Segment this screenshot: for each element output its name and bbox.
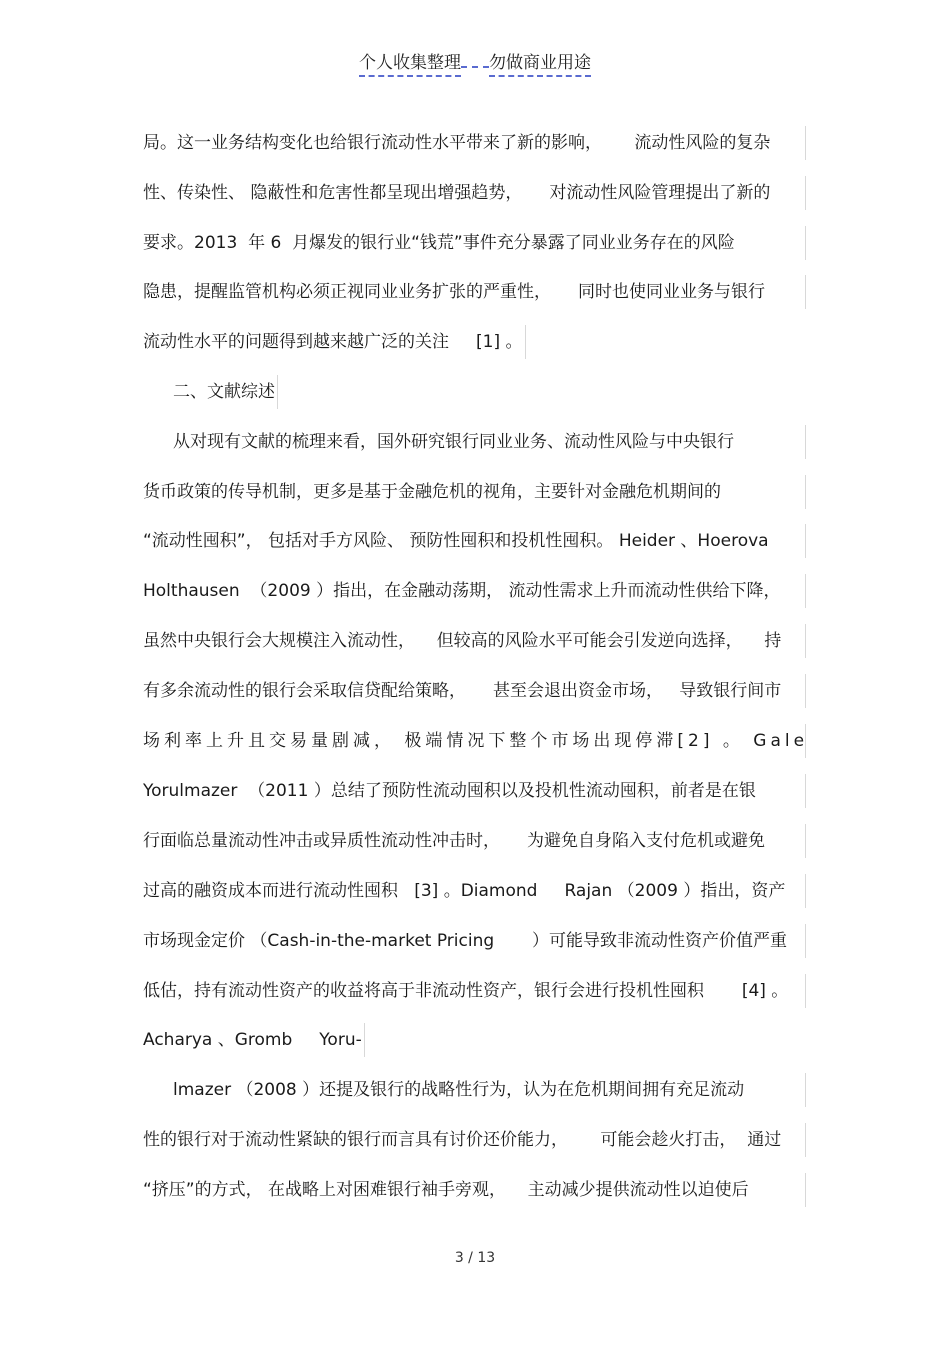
text-line: “挤压”的方式， 在战略上对困难银行袖手旁观， 主动减少提供流动性以迫使后 — [143, 1173, 806, 1207]
section-heading: 二、文献综述 — [143, 375, 278, 409]
text-line: 行面临总量流动性冲击或异质性流动性冲击时， 为避免自身陷入支付危机或避免 — [143, 824, 806, 858]
page-number: 3 / 13 — [454, 1250, 496, 1266]
text-line: 局。这一业务结构变化也给银行流动性水平带来了新的影响， 流动性风险的复杂 — [143, 126, 806, 160]
header-right-text: 勿做商业用途 — [489, 53, 591, 77]
text-line: Yorulmazer （2011 ）总结了预防性流动囤积以及投机性流动囤积，前者是在银 — [143, 774, 806, 808]
text-line: Holthausen （2009 ）指出，在金融动荡期， 流动性需求上升而流动性供给下降， — [143, 574, 806, 608]
text-line: 性、传染性、 隐蔽性和危害性都呈现出增强趋势， 对流动性风险管理提出了新的 — [143, 176, 806, 210]
page-header — [0, 48, 950, 73]
header-left-text: 个人收集整理 — [359, 53, 461, 77]
text-line: 货币政策的传导机制，更多是基于金融危机的视角，主要针对金融危机期间的 — [143, 475, 806, 509]
text-line: 从对现有文献的梳理来看，国外研究银行同业业务、流动性风险与中央银行 — [143, 425, 806, 459]
header-gap — [461, 64, 489, 68]
text-line: 过高的融资成本而进行流动性囤积 [3] 。Diamond Rajan （2009 ）指出，资产 — [143, 874, 806, 908]
text-line: Acharya 、Gromb Yoru- — [143, 1023, 365, 1057]
text-line: 性的银行对于流动性紧缺的银行而言具有讨价还价能力， 可能会趁火打击， 通过 — [143, 1123, 806, 1157]
text-line: 要求。2013 年 6 月爆发的银行业“钱荒”事件充分暴露了同业业务存在的风险 — [143, 226, 806, 260]
text-line: 低估，持有流动性资产的收益将高于非流动性资产，银行会进行投机性囤积 [4] 。 — [143, 974, 806, 1008]
text-line: 虽然中央银行会大规模注入流动性， 但较高的风险水平可能会引发逆向选择， 持 — [143, 624, 806, 658]
text-line: 市场现金定价 （Cash-in-the-market Pricing ）可能导致非流动性资产价值严重 — [143, 924, 806, 958]
text-line: lmazer （2008 ）还提及银行的战略性行为，认为在危机期间拥有充足流动 — [143, 1073, 806, 1107]
text-line: 流动性水平的问题得到越来越广泛的关注 [1] 。 — [143, 325, 526, 359]
text-line: 有多余流动性的银行会采取信贷配给策略， 甚至会退出资金市场， 导致银行间市 — [143, 674, 806, 708]
text-line-content: 场利率上升且交易量剧减， 极端情况下整个市场出现停滞[2] 。 Gale — [143, 731, 809, 751]
text-line — [143, 724, 809, 758]
text-line: “流动性囤积”， 包括对手方风险、 预防性囤积和投机性囤积。 Heider 、Hoerova — [143, 524, 806, 558]
text-line: 隐患，提醒监管机构必须正视同业业务扩张的严重性， 同时也使同业业务与银行 — [143, 275, 806, 309]
